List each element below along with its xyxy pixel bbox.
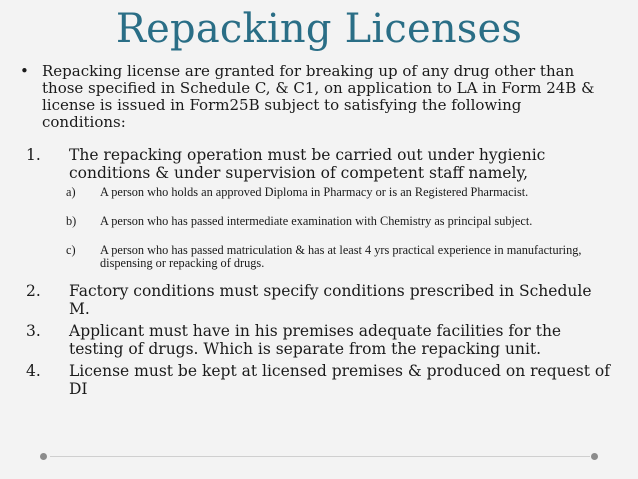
item-number: 4. (26, 362, 41, 380)
item-text: Applicant must have in his premises adequate facilities for the testing of drugs. Which is separate from the repacking unit. (69, 322, 562, 358)
item-text: The repacking operation must be carried out under hygienic conditions & under supervision of competent staff namely, (69, 146, 546, 182)
sub-item-text: A person who has passed intermediate examination with Chemistry as principal subject. (100, 214, 533, 228)
sub-item-letter: a) (66, 185, 76, 199)
sub-item-text: A person who holds an approved Diploma in Pharmacy or is an Registered Pharmacist. (100, 185, 529, 199)
item-number: 2. (26, 282, 41, 300)
footer-divider (50, 456, 590, 457)
sub-item-letter: c) (66, 243, 76, 257)
bullet-dot: • (20, 62, 29, 80)
intro-text: Repacking license are granted for breaking up of any drug other than those specified in Schedule C, & C1, on application to LA in Form 24B & license is issued in Form25B subject to satisfying the following conditions: (42, 62, 595, 131)
item-number: 3. (26, 322, 41, 340)
item-text: Factory conditions must specify conditions prescribed in Schedule M. (69, 282, 592, 318)
item-text: License must be kept at licensed premises & produced on request of DI (69, 362, 610, 398)
sub-item-letter: b) (66, 214, 77, 228)
sub-item-text: A person who has passed matriculation & has at least 4 yrs practical experience in manufacturing, dispensing or repacking of drugs. (100, 243, 582, 270)
slide-title: Repacking Licenses (115, 6, 523, 52)
corner-dot-left (40, 453, 47, 460)
intro-bullet-item (20, 62, 602, 131)
corner-dot-right (591, 453, 598, 460)
item-number: 1. (26, 146, 41, 164)
